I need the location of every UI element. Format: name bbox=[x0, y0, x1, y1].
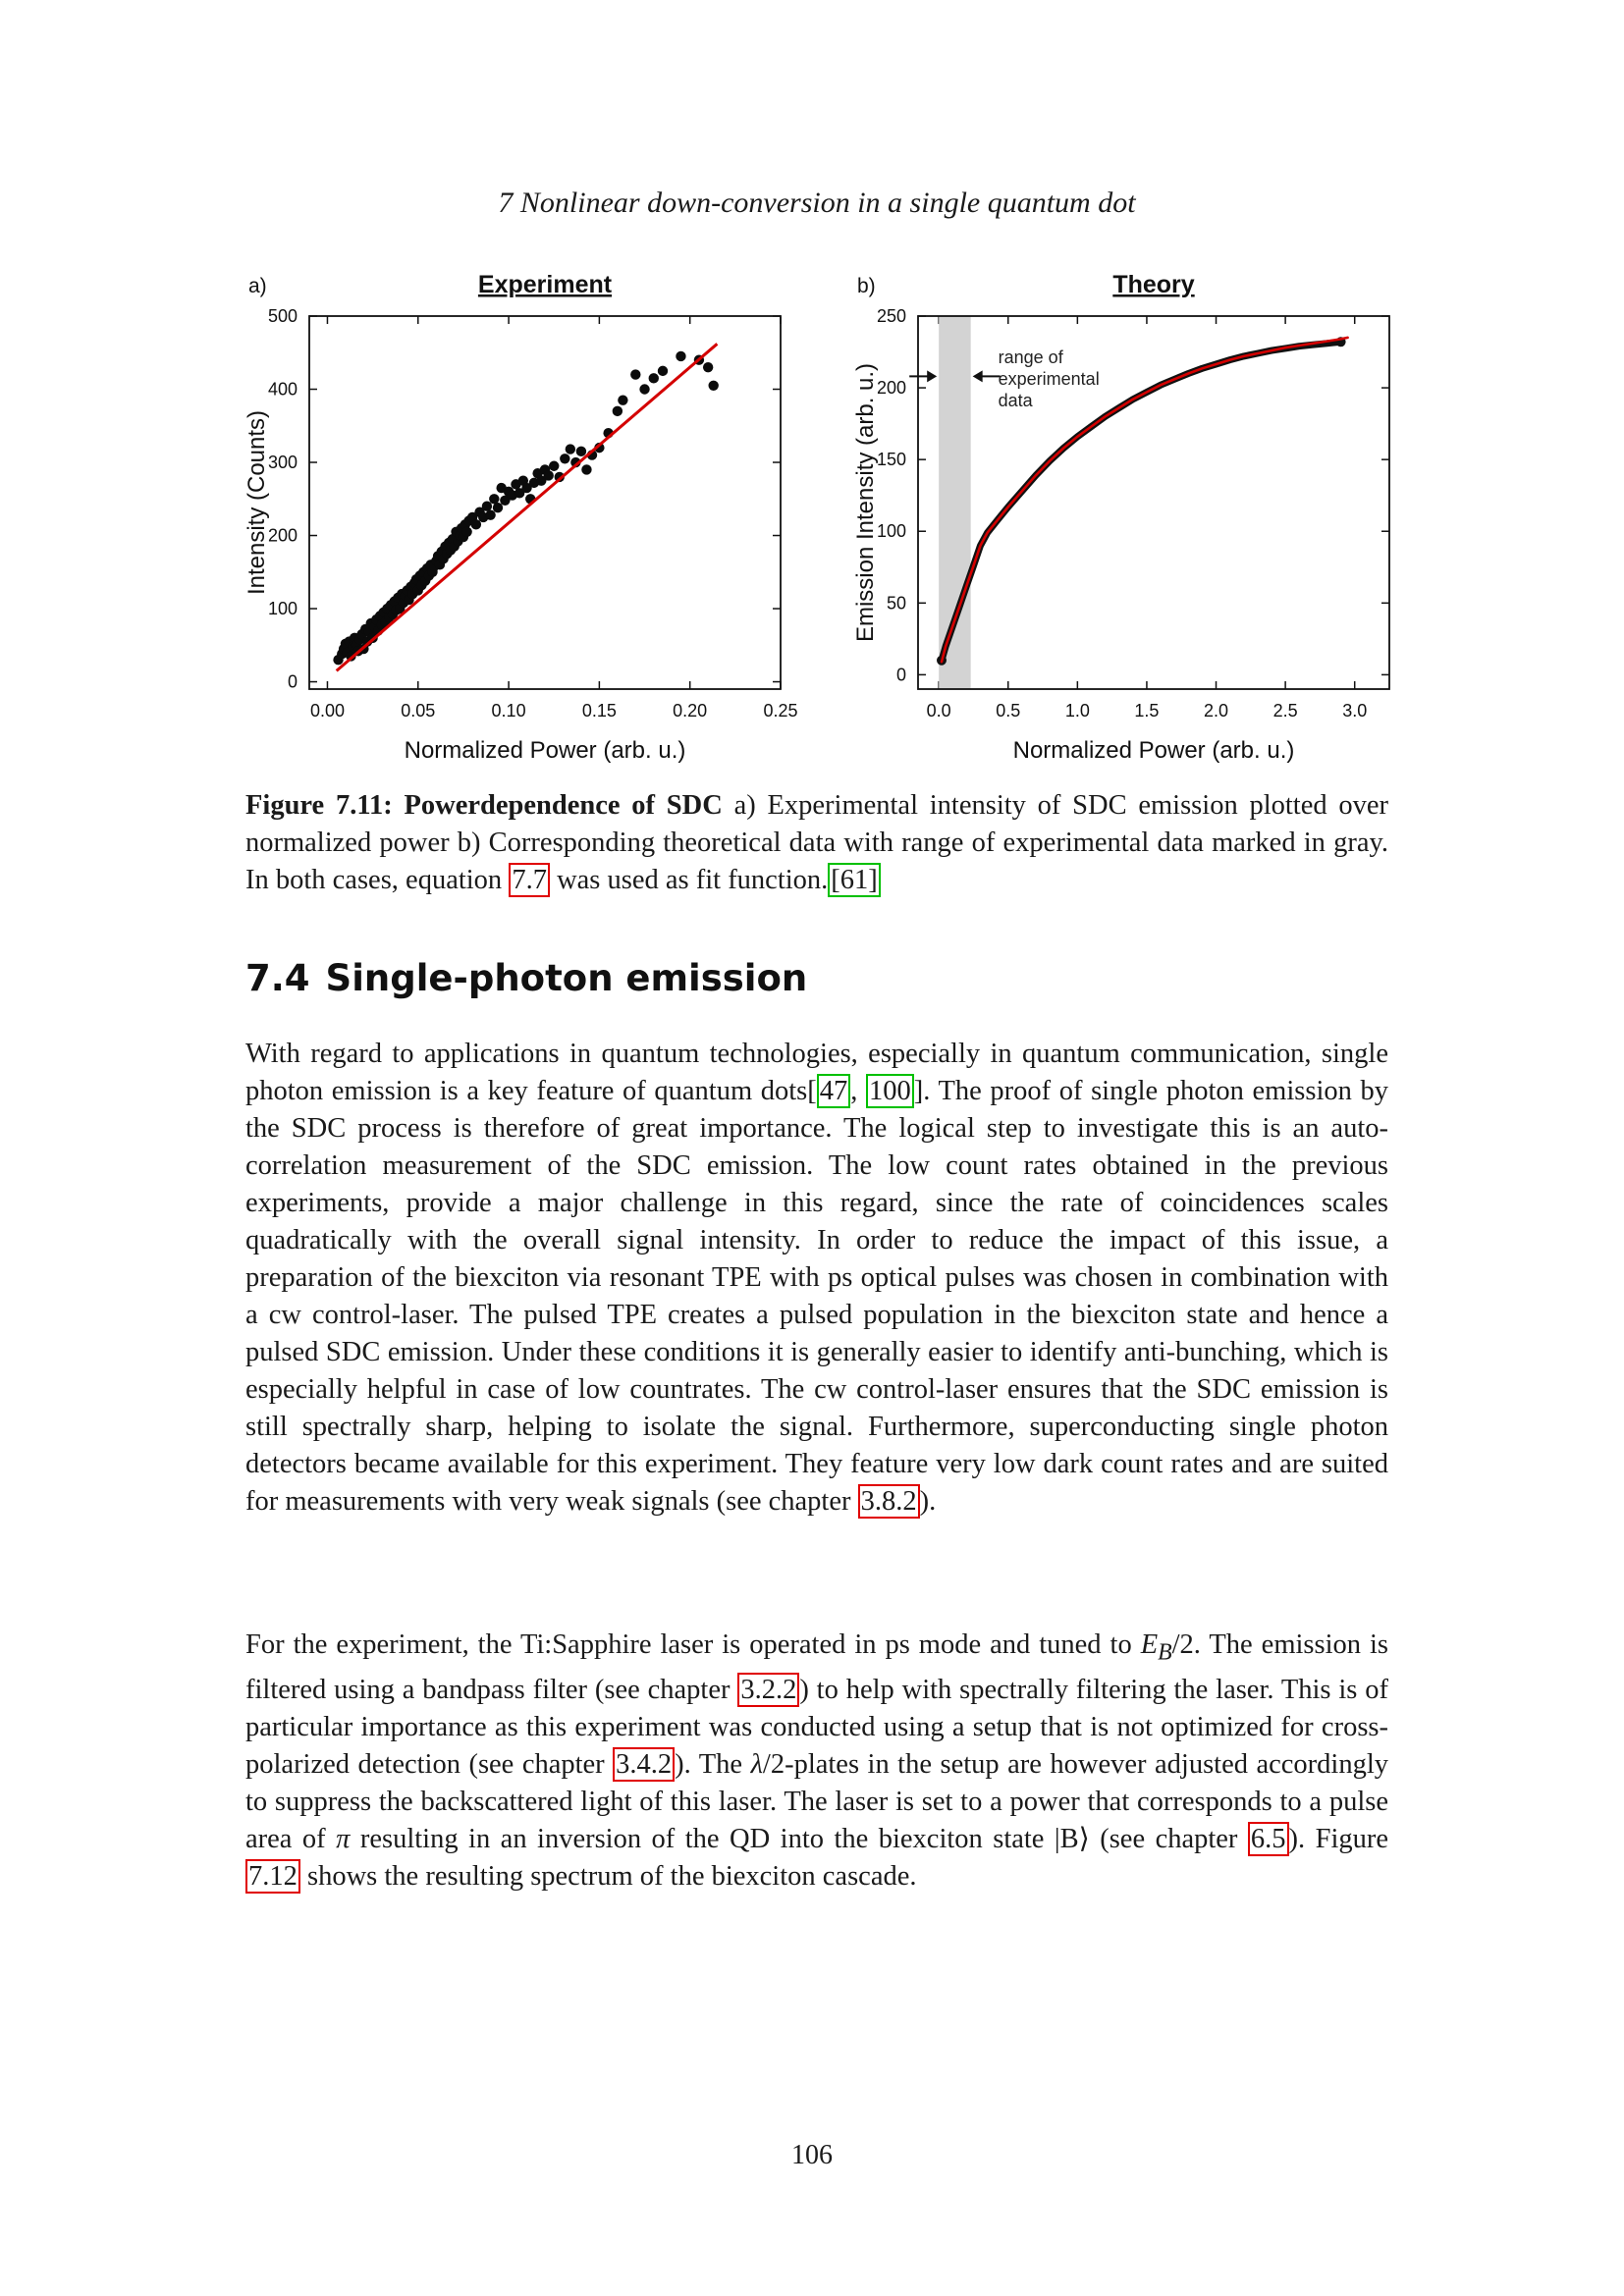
text: (see chapter bbox=[1089, 1823, 1248, 1854]
text: ). The bbox=[675, 1748, 751, 1780]
data-point bbox=[461, 527, 471, 537]
x-tick-label: 2.5 bbox=[1272, 701, 1298, 721]
x-tick-label: 0.05 bbox=[401, 701, 436, 721]
annotation-text: data bbox=[998, 391, 1033, 411]
x-tick-label: 1.5 bbox=[1134, 701, 1160, 721]
math-var: E bbox=[1140, 1629, 1159, 1660]
x-axis-label: Normalized Power (arb. u.) bbox=[1012, 737, 1295, 764]
text: ) to help with spectrally filtering the laser. This is of particular importance as this experiment was conducted using a setup that is not optimized for cross-polarized detection (see chapter bbox=[245, 1674, 1388, 1780]
x-tick-label: 0.0 bbox=[926, 701, 951, 721]
text: resulting in an inversion of the QD into the biexciton state bbox=[350, 1823, 1055, 1854]
caption-text: a) Experimental intensity of SDC emission plotted over normalized power b) Corresponding theoretical data with range of experimental data marked in gray. In both cases, equation bbox=[245, 790, 1388, 895]
x-tick-label: 0.10 bbox=[491, 701, 526, 721]
text: With regard to applications in quantum technologies, especially in quantum communication, single photon emission is a key feature of quantum dots bbox=[245, 1039, 1388, 1106]
data-point bbox=[703, 362, 713, 372]
running-head: 7 Nonlinear down-conversion in a single quantum dot bbox=[498, 187, 1136, 219]
section-title: Single-photon emission bbox=[325, 957, 808, 999]
arrow-left-head bbox=[927, 370, 937, 382]
text: shows the resulting spectrum of the biexciton cascade. bbox=[299, 1860, 917, 1892]
data-series-line bbox=[942, 342, 1341, 661]
x-axis-label: Normalized Power (arb. u.) bbox=[404, 737, 686, 764]
paragraph bbox=[245, 1627, 1388, 1896]
chapter-ref-link[interactable]: 6.5 bbox=[1248, 1822, 1289, 1856]
data-point bbox=[543, 470, 553, 480]
text: ] bbox=[913, 1076, 924, 1106]
y-tick-label: 0 bbox=[895, 665, 906, 685]
data-point bbox=[658, 366, 668, 376]
data-point bbox=[566, 444, 575, 454]
y-axis-label: Emission Intensity (arb. u.) bbox=[852, 362, 879, 643]
y-tick-label: 400 bbox=[267, 379, 298, 400]
text: [ bbox=[807, 1076, 817, 1106]
text: , bbox=[850, 1076, 866, 1106]
y-tick-label: 500 bbox=[267, 306, 298, 326]
x-tick-label: 0.25 bbox=[763, 701, 798, 721]
text: /2 bbox=[1171, 1629, 1194, 1660]
figure-7-11 bbox=[241, 257, 1399, 773]
text: . The proof of single photon emission by the SDC process is therefore of great importance. The logical step to investigate this is an auto-correlation measurement of the SDC emission. The low count rates obtained in the previous experiments, provide a major challenge in this regard, since the rate of coincidences scales quadratically with the overall signal intensity. In order to reduce the impact of this issue, a preparation of the biexciton via resonant TPE with ps optical pulses was chosen in combination with a cw control-laser. The pulsed TPE creates a pulsed population in the biexciton state and hence a pulsed SDC emission. Under these conditions it is generally easier to identify anti-bunching, which is especially helpful in case of low countrates. The cw control-laser ensures that the SDC emission is still spectrally sharp, helping to isolate the signal. Furthermore, superconducting single photon detectors became available for this experiment. They feature very low dark count rates and are suited for measurements with very weak signals (see chapter bbox=[245, 1076, 1388, 1517]
arrow-right-head bbox=[973, 370, 983, 382]
y-tick-label: 50 bbox=[886, 593, 906, 614]
y-tick-label: 0 bbox=[287, 671, 298, 692]
data-point bbox=[482, 502, 492, 511]
data-point bbox=[493, 503, 503, 512]
y-tick-label: 150 bbox=[876, 450, 906, 470]
chapter-ref-link[interactable]: 3.4.2 bbox=[613, 1747, 675, 1782]
chart-theory bbox=[849, 257, 1399, 773]
data-point bbox=[549, 461, 559, 471]
x-tick-label: 2.0 bbox=[1204, 701, 1229, 721]
data-point bbox=[639, 384, 649, 394]
data-point bbox=[560, 454, 569, 463]
fit-line bbox=[337, 344, 718, 670]
math-pi: π bbox=[336, 1823, 351, 1854]
y-tick-label: 100 bbox=[267, 599, 298, 619]
y-tick-label: 100 bbox=[876, 521, 906, 542]
x-tick-label: 0.20 bbox=[673, 701, 708, 721]
x-tick-label: 0.5 bbox=[996, 701, 1021, 721]
x-tick-label: 1.0 bbox=[1064, 701, 1090, 721]
y-tick-label: 250 bbox=[876, 306, 906, 326]
annotation-text: experimental bbox=[998, 369, 1100, 390]
section-heading bbox=[245, 957, 807, 999]
figure-ref-link[interactable]: 7.12 bbox=[245, 1859, 300, 1894]
data-point bbox=[708, 381, 718, 391]
citation-link[interactable]: 100 bbox=[866, 1074, 914, 1108]
y-tick-label: 200 bbox=[876, 378, 906, 399]
data-point bbox=[676, 351, 685, 361]
annotation-text: range of bbox=[998, 347, 1063, 368]
math-ket: |B⟩ bbox=[1054, 1823, 1090, 1854]
section-number: 7.4 bbox=[245, 957, 310, 999]
math-lambda: λ bbox=[750, 1748, 763, 1780]
paragraph bbox=[245, 1036, 1388, 1521]
y-tick-label: 300 bbox=[267, 453, 298, 473]
data-point bbox=[649, 373, 659, 383]
caption-text-end: was used as fit function. bbox=[549, 865, 829, 895]
data-point bbox=[576, 447, 586, 456]
y-axis-label: Intensity (Counts) bbox=[244, 409, 270, 596]
text: . The emission is filtered using a bandpass filter (see chapter bbox=[245, 1629, 1389, 1705]
shaded-range bbox=[939, 316, 970, 689]
data-point bbox=[613, 406, 623, 416]
data-point bbox=[489, 494, 499, 504]
plot-frame bbox=[918, 316, 1389, 689]
math bbox=[1140, 1629, 1172, 1666]
text: /2-plates in the setup are however adjusted accordingly to suppress the backscattered light of this laser. The laser is set to a power that corresponds to a pulse area of bbox=[245, 1748, 1389, 1854]
data-point bbox=[630, 369, 640, 379]
page-number: 106 bbox=[791, 2140, 833, 2170]
citation-link[interactable]: [61] bbox=[828, 863, 880, 897]
caption-label: Figure 7.11: Powerdependence of SDC bbox=[245, 790, 723, 821]
data-point bbox=[581, 464, 591, 474]
data-point bbox=[485, 509, 495, 519]
panel-label: a) bbox=[248, 275, 267, 297]
text: For the experiment, the Ti:Sapphire laser is operated in ps mode and tuned to bbox=[245, 1629, 1141, 1660]
citation-link[interactable]: 47 bbox=[817, 1074, 851, 1108]
data-point bbox=[618, 395, 627, 404]
x-tick-label: 0.15 bbox=[581, 701, 617, 721]
chapter-ref-link[interactable]: 3.2.2 bbox=[737, 1673, 799, 1707]
data-point bbox=[471, 519, 481, 529]
chart-experiment bbox=[241, 257, 798, 773]
math-subscript: B bbox=[1158, 1639, 1172, 1666]
x-tick-label: 0.00 bbox=[309, 701, 345, 721]
chapter-ref-link[interactable]: 3.8.2 bbox=[858, 1484, 920, 1519]
x-tick-label: 3.0 bbox=[1342, 701, 1368, 721]
y-tick-label: 200 bbox=[267, 525, 298, 546]
ref-equation-link[interactable]: 7.7 bbox=[509, 863, 550, 897]
chart-title: Theory bbox=[1112, 271, 1195, 298]
text: ). bbox=[919, 1486, 937, 1517]
chart-title: Experiment bbox=[477, 271, 613, 298]
figure-caption bbox=[245, 787, 1388, 899]
panel-label: b) bbox=[857, 275, 876, 297]
text: ). Figure bbox=[1288, 1823, 1388, 1854]
